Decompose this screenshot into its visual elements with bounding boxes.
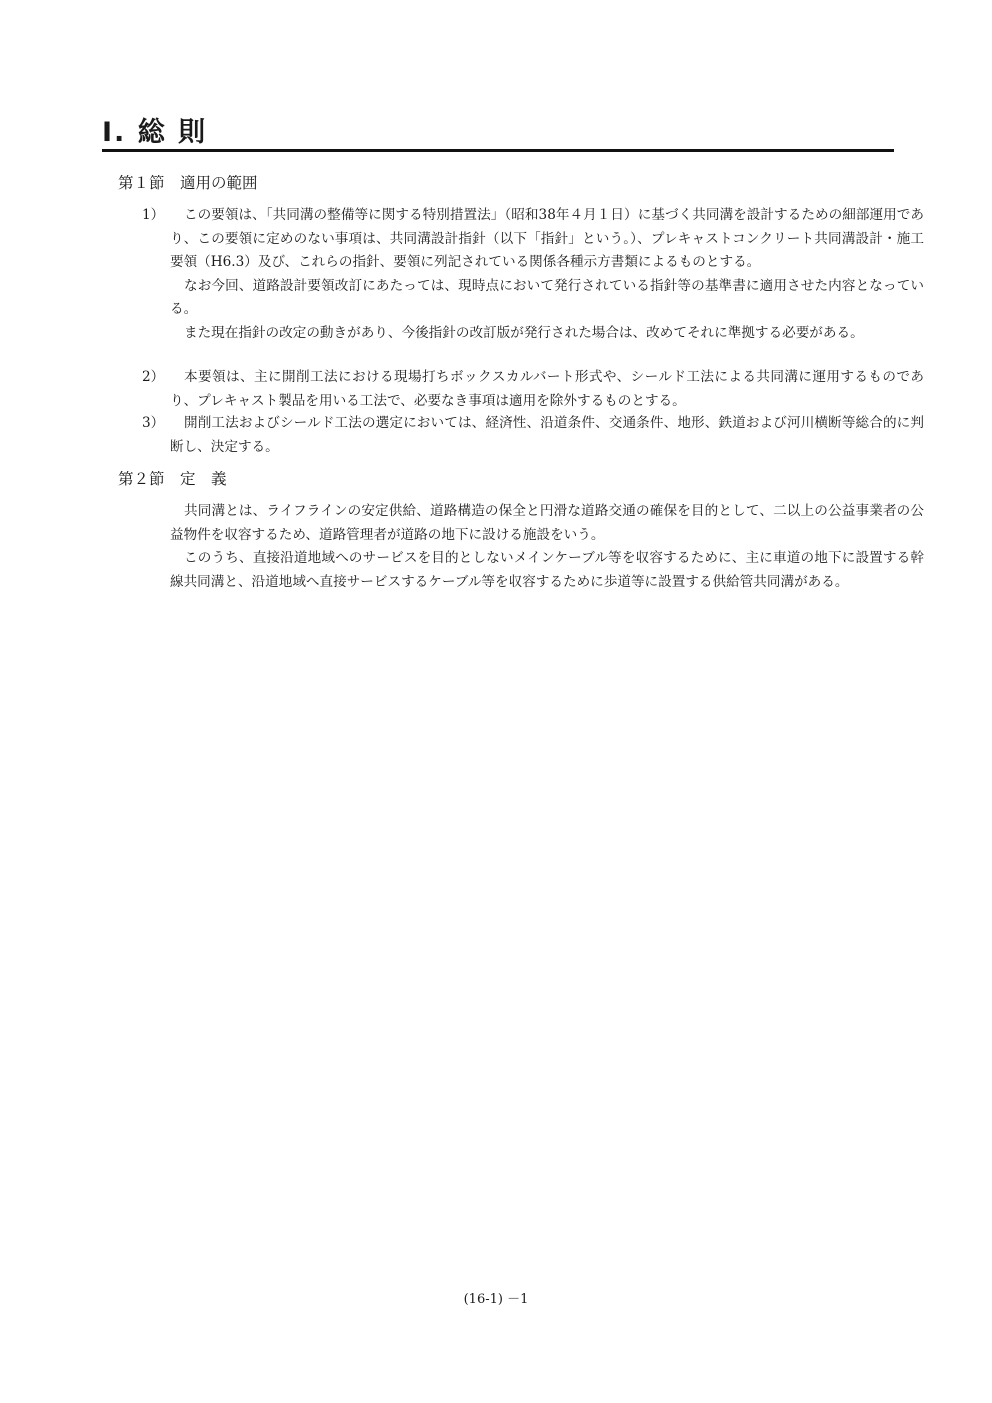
list-item-number: 3） xyxy=(142,415,165,431)
list-item-3 xyxy=(142,412,924,459)
list-item-1 xyxy=(142,204,924,345)
paragraph: 本要領は、主に開削工法における現場打ちボックスカルバート形式や、シールド工法による共同溝に運用するものであり、プレキャスト製品を用いる工法で、必要なき事項は適用を除外するものとする。 xyxy=(170,369,924,409)
paragraph: 開削工法およびシールド工法の選定においては、経済性、沿道条件、交通条件、地形、鉄道および河川横断等総合的に判断し、決定する。 xyxy=(170,415,924,455)
section-heading-scope: 第１節 適用の範囲 xyxy=(118,174,258,192)
chapter-title: Ⅰ. 総 則 xyxy=(102,117,208,148)
paragraph: この要領は、「共同溝の整備等に関する特別措置法」（昭和38年４月１日）に基づく共同溝を設計するための細部運用であり、この要領に定めのない事項は、共同溝設計指針（以下「指針」という。）、プレキャストコンクリート共同溝設計・施工要領（H6.3）及び、これらの指針、要領に列記されている関係各種示方書類によるものとする。 xyxy=(170,207,924,270)
paragraph: なお今回、道路設計要領改訂にあたっては、現時点において発行されている指針等の基準書に適用させた内容となっている。 xyxy=(170,277,924,317)
paragraph: また現在指針の改定の動きがあり、今後指針の改訂版が発行された場合は、改めてそれに準拠する必要がある。 xyxy=(184,324,864,341)
definition-body xyxy=(170,500,924,594)
chapter-title-underline xyxy=(102,149,894,152)
section-heading-definition: 第２節 定 義 xyxy=(118,470,227,488)
list-item-2 xyxy=(142,366,924,413)
list-item-number: 2） xyxy=(142,369,165,385)
page-number: (16-1) －1 xyxy=(463,1292,529,1307)
list-item-number: 1） xyxy=(142,207,165,223)
paragraph: 共同溝とは、ライフラインの安定供給、道路構造の保全と円滑な道路交通の確保を目的として、二以上の公益事業者の公益物件を収容するため、道路管理者が道路の地下に設ける施設をいう。 xyxy=(170,503,924,543)
paragraph: このうち、直接沿道地域へのサービスを目的としないメインケーブル等を収容するために、主に車道の地下に設置する幹線共同溝と、沿道地域へ直接サービスするケーブル等を収容するために歩道等に設置する供給管共同溝がある。 xyxy=(170,550,924,590)
